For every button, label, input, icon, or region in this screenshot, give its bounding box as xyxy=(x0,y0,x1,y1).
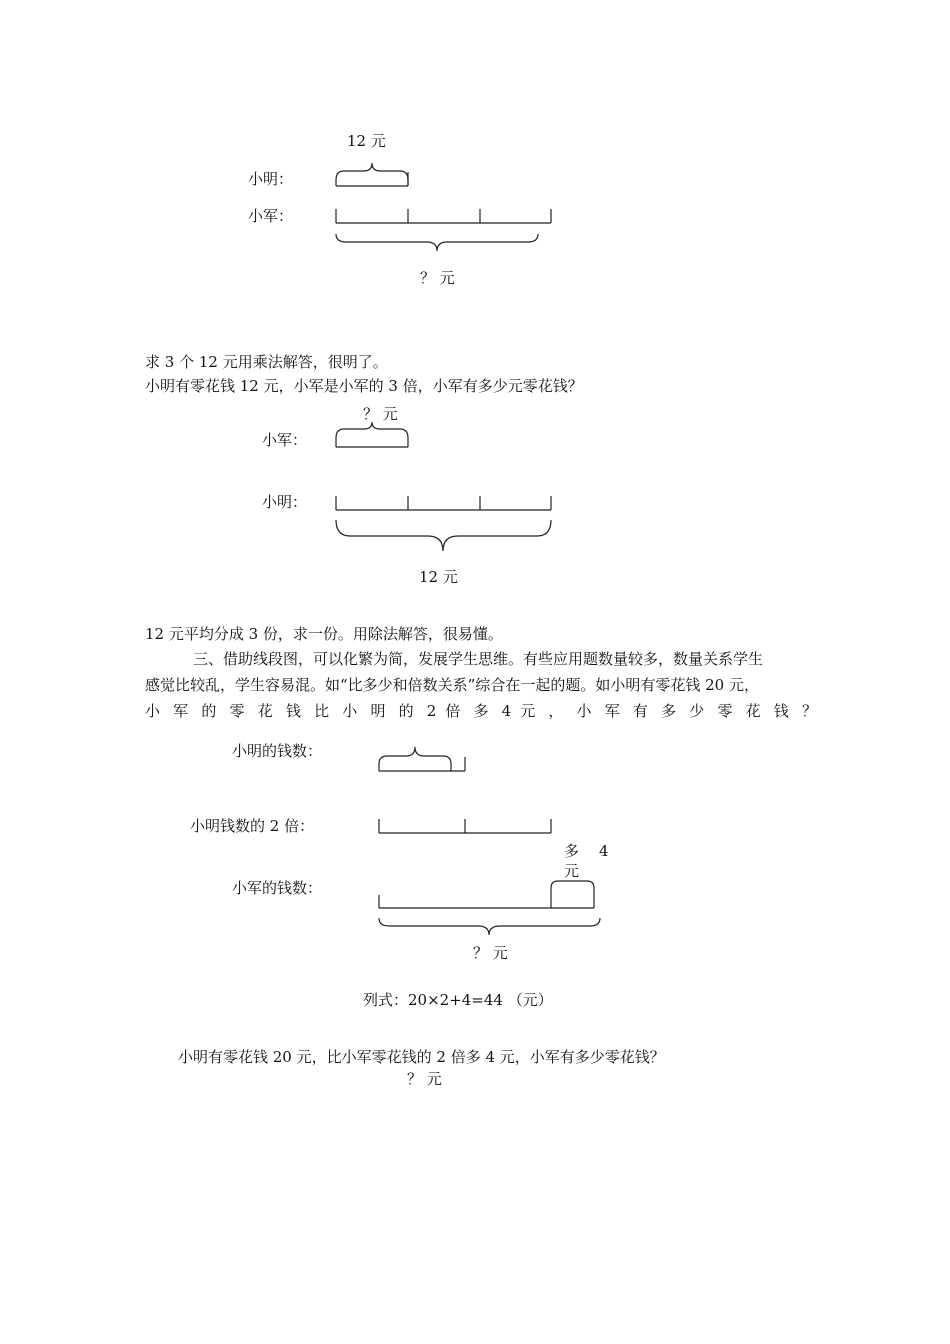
text-question-4: 小明有零花钱 20 元，比小军零花钱的 2 倍多 4 元，小军有多少零花钱？ xyxy=(178,1048,665,1066)
diagram-3-lines xyxy=(379,747,600,935)
d1-top-label: 12 元 xyxy=(347,132,386,150)
d2-bottom-brace xyxy=(336,520,551,551)
d1-bottom-brace xyxy=(336,234,538,251)
d3-extra-box xyxy=(551,881,594,908)
formula: 列式：20×2+4=44 （元） xyxy=(363,991,553,1009)
paragraph-line-2: 感觉比较乱，学生容易混。如“比多少和倍数关系”综合在一起的题。如小明有零花钱 20 元， xyxy=(145,676,759,694)
d1-bottom-label: ？ 元 xyxy=(420,269,455,287)
text-unknown-yuan: ？ 元 xyxy=(407,1070,442,1088)
d2-row-label-xiaojun: 小军： xyxy=(262,431,308,449)
d3-extra-char-duo: 多 xyxy=(564,842,580,860)
d1-row-label-xiaoming: 小明： xyxy=(248,170,294,188)
d2-top-brace xyxy=(336,422,408,447)
d3-top-brace xyxy=(379,747,451,771)
text-division-note: 12 元平均分成 3 份，求一份。用除法解答，很易懂。 xyxy=(145,625,503,643)
text-multiplication-note: 求 3 个 12 元用乘法解答，很明了。 xyxy=(145,353,388,371)
d2-bottom-label: 12 元 xyxy=(419,568,458,586)
d1-top-brace xyxy=(336,163,408,186)
d3-bottom-brace xyxy=(379,918,600,935)
paragraph-line-3: 小 军 的 零 花 钱 比 小 明 的 2 倍 多 4 元 ， 小 军 有 多 少 零 花 钱 ？ xyxy=(145,702,817,720)
d3-extra-char-yuan: 元 xyxy=(564,862,580,880)
paragraph-line-1: 三、借助线段图，可以化繁为简，发展学生思维。有些应用题数量较多，数量关系学生 xyxy=(193,650,764,668)
d3-extra-number: 4 xyxy=(599,842,609,860)
diagram-2-lines xyxy=(336,422,551,551)
d3-row-label-xiaojun: 小军的钱数： xyxy=(232,879,323,897)
diagram-1-lines xyxy=(336,163,551,251)
paragraph-section-3 xyxy=(145,646,817,724)
text-question-2: 小明有零花钱 12 元，小军是小军的 3 倍，小军有多少元零花钱？ xyxy=(145,377,583,395)
d1-row-label-xiaojun: 小军： xyxy=(248,207,294,225)
d3-row-label-xiaoming: 小明的钱数： xyxy=(232,742,323,760)
d3-bottom-label: ？ 元 xyxy=(473,944,508,962)
d2-row-label-xiaoming: 小明： xyxy=(262,493,308,511)
d3-row-label-double: 小明钱数的 2 倍： xyxy=(190,817,315,835)
d2-top-label: ？ 元 xyxy=(363,405,398,423)
